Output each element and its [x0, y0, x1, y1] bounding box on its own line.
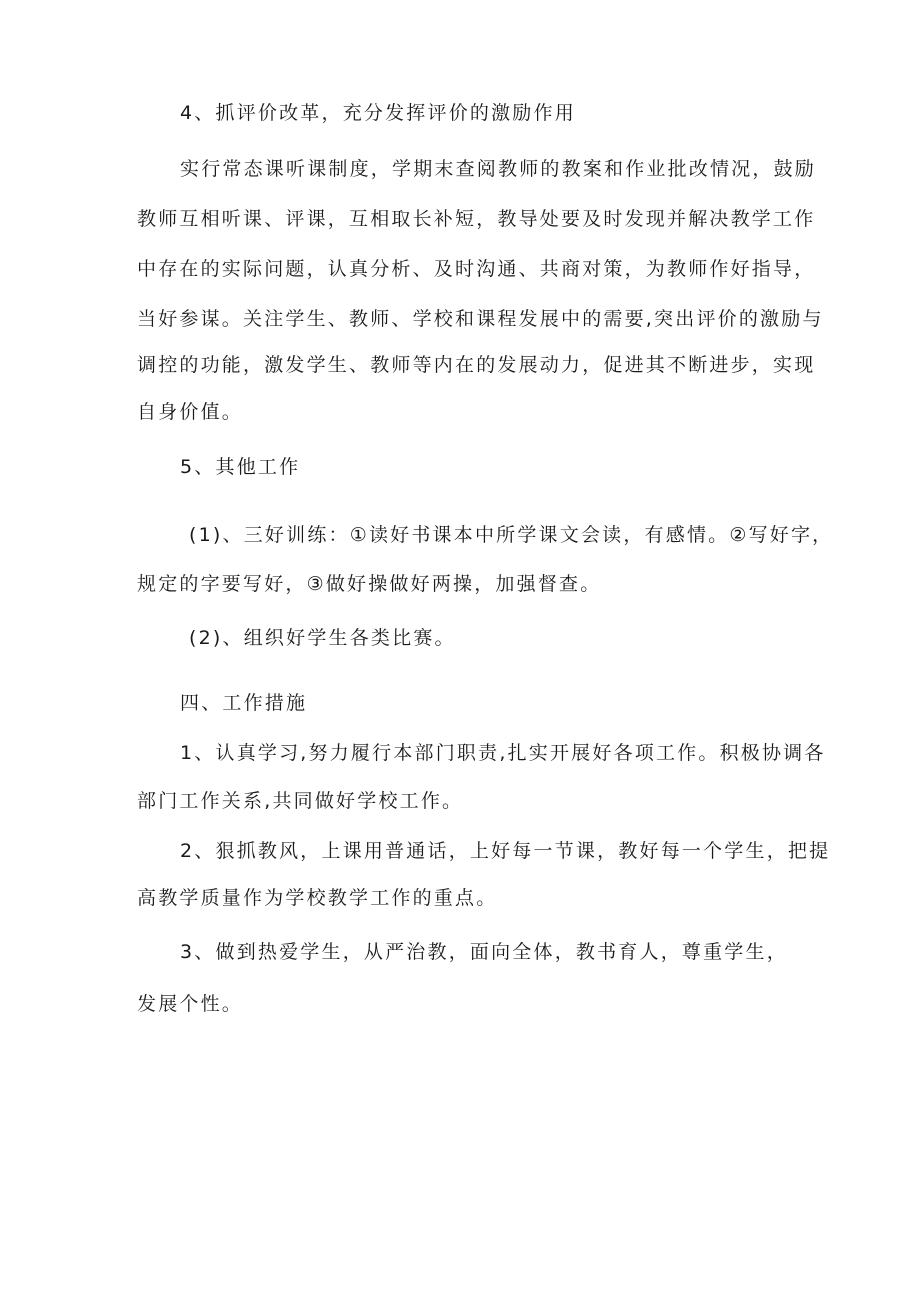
paragraph-line: 中存在的实际问题，认真分析、及时沟通、共商对策，为教师作好指导，: [137, 258, 816, 280]
measure-item-3: 3、做到热爱学生，从严治教，面向全体，教书育人，尊重学生，: [180, 941, 788, 963]
list-item-competitions: (2)、组织好学生各类比赛。: [189, 627, 456, 649]
measure-item-2-continuation: 高教学质量作为学校教学工作的重点。: [137, 887, 498, 909]
measure-item-3-continuation: 发展个性。: [137, 993, 244, 1015]
measure-item-1: 1、认真学习,努力履行本部门职责,扎实开展好各项工作。积极协调各: [180, 742, 826, 764]
paragraph-line: 当好参谋。关注学生、教师、学校和课程发展中的需要,突出评价的激励与: [137, 308, 824, 330]
paragraph-line: 实行常态课听课制度，学期末查阅教师的教案和作业批改情况，鼓励: [180, 158, 817, 180]
section-heading-measures: 四、工作措施: [180, 692, 308, 714]
section-heading-evaluation: 4、抓评价改革，充分发挥评价的激励作用: [180, 102, 576, 124]
measure-item-1-continuation: 部门工作关系,共同做好学校工作。: [137, 790, 464, 812]
paragraph-line: 调控的功能，激发学生、教师等内在的发展动力，促进其不断进步，实现: [137, 354, 816, 376]
list-item-continuation: 规定的字要写好，③做好操做好两操，加强督查。: [137, 573, 602, 595]
paragraph-line: 教师互相听课、评课，互相取长补短，教导处要及时发现并解决教学工作: [137, 208, 816, 230]
measure-item-2: 2、狠抓教风，上课用普通话，上好每一节课，教好每一个学生，把提: [180, 840, 831, 862]
section-heading-other-work: 5、其他工作: [180, 456, 301, 478]
list-item-three-good: (1)、三好训练：①读好书课本中所学课文会读，有感情。②写好字，: [189, 524, 834, 546]
paragraph-line: 自身价值。: [137, 401, 244, 423]
